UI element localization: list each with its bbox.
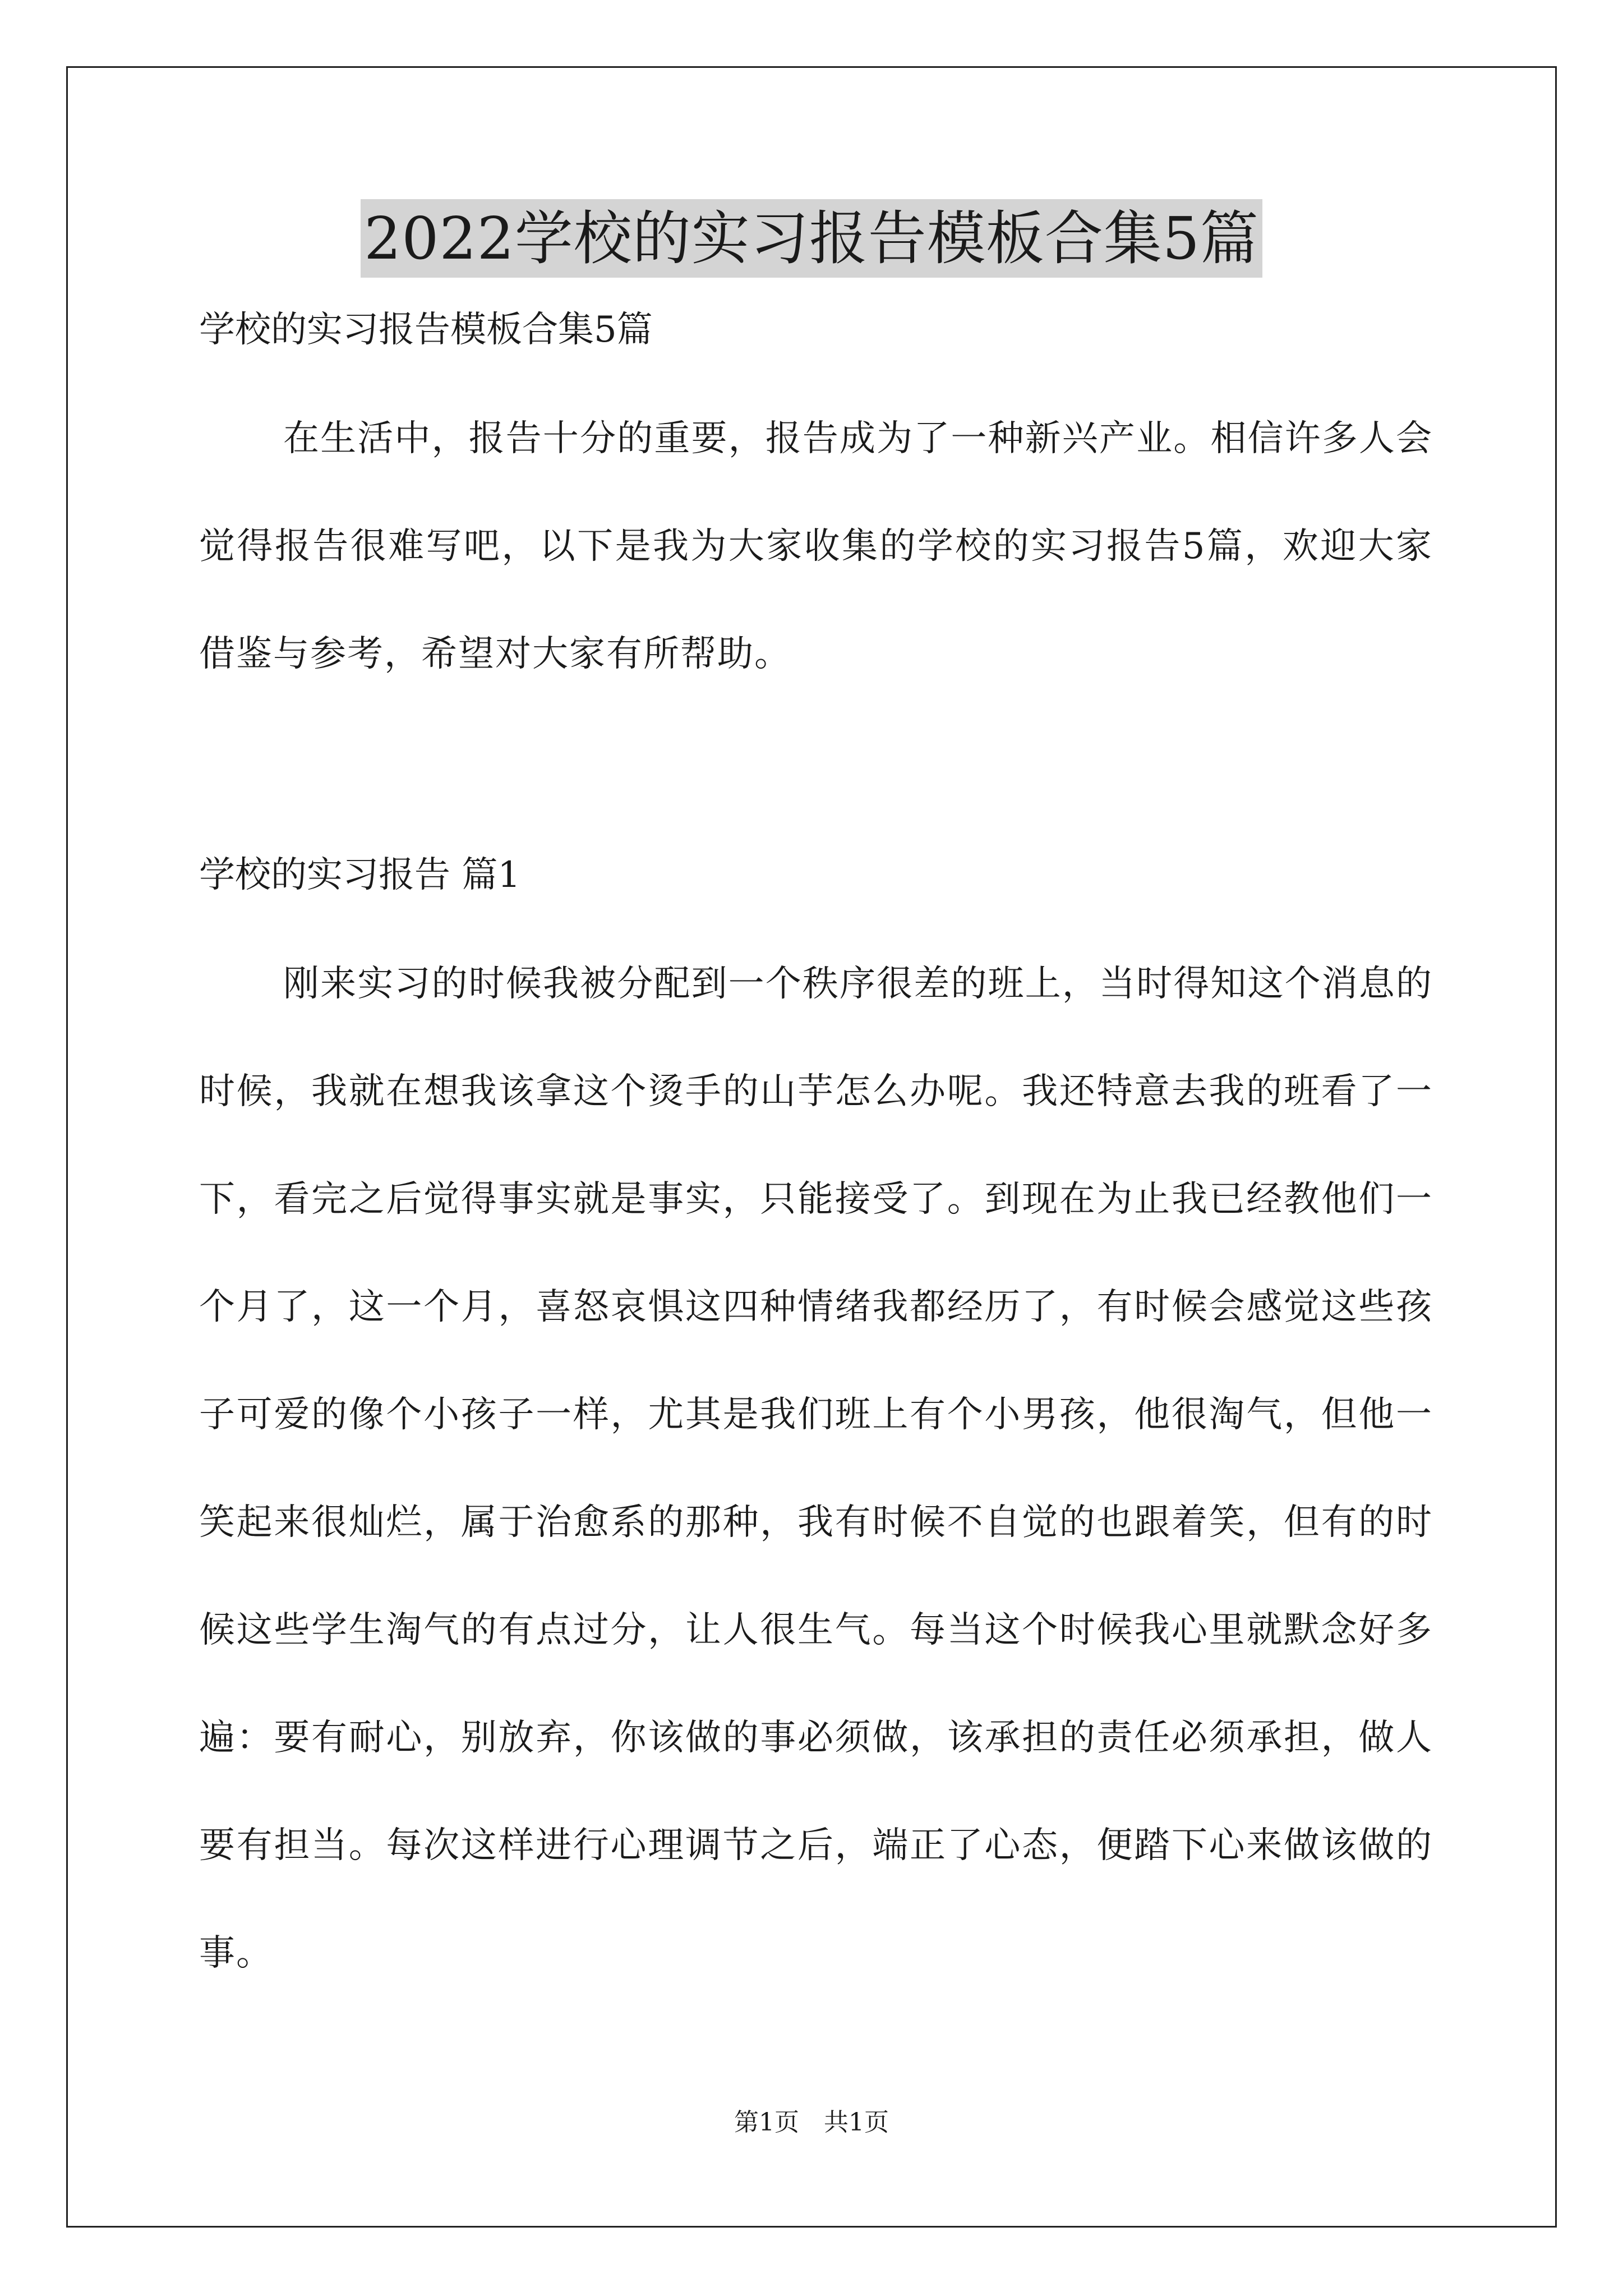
subtitle-heading: 学校的实习报告模板合集5篇 xyxy=(199,309,653,351)
document-body xyxy=(199,303,1433,2007)
section-paragraph-1: 刚来实习的时候我被分配到一个秩序很差的班上，当时得知这个消息的时候，我就在想我该拿这个烫手的山芋怎么办呢。我还特意去我的班看了一下，看完之后觉得事实就是事实，只能接受了。到现在为止我已经教他们一个月了，这一个月，喜怒哀惧这四种情绪我都经历了，有时候会感觉这些孩子可爱的像个小孩子一样，尤其是我们班上有个小男孩，他很淘气，但他一笑起来很灿烂，属于治愈系的那种，我有时候不自觉的也跟着笑，但有的时候这些学生淘气的有点过分，让人很生气。每当这个时候我心里就默念好多遍：要有耐心，别放弃，你该做的事必须做，该承担的责任必须承担，做人要有担当。每次这样进行心理调节之后，端正了心态，便踏下心来做该做的事。 xyxy=(199,963,1433,1974)
intro-paragraph: 在生活中，报告十分的重要，报告成为了一种新兴产业。相信许多人会觉得报告很难写吧，以下是我为大家收集的学校的实习报告5篇，欢迎大家借鉴与参考，希望对大家有所帮助。 xyxy=(199,418,1433,675)
page-footer: 第1页 共1页 xyxy=(734,2108,889,2137)
document-title: 2022学校的实习报告模板合集5篇 xyxy=(361,199,1262,278)
section-heading-1: 学校的实习报告 篇1 xyxy=(199,854,521,896)
title-container xyxy=(0,199,1623,278)
